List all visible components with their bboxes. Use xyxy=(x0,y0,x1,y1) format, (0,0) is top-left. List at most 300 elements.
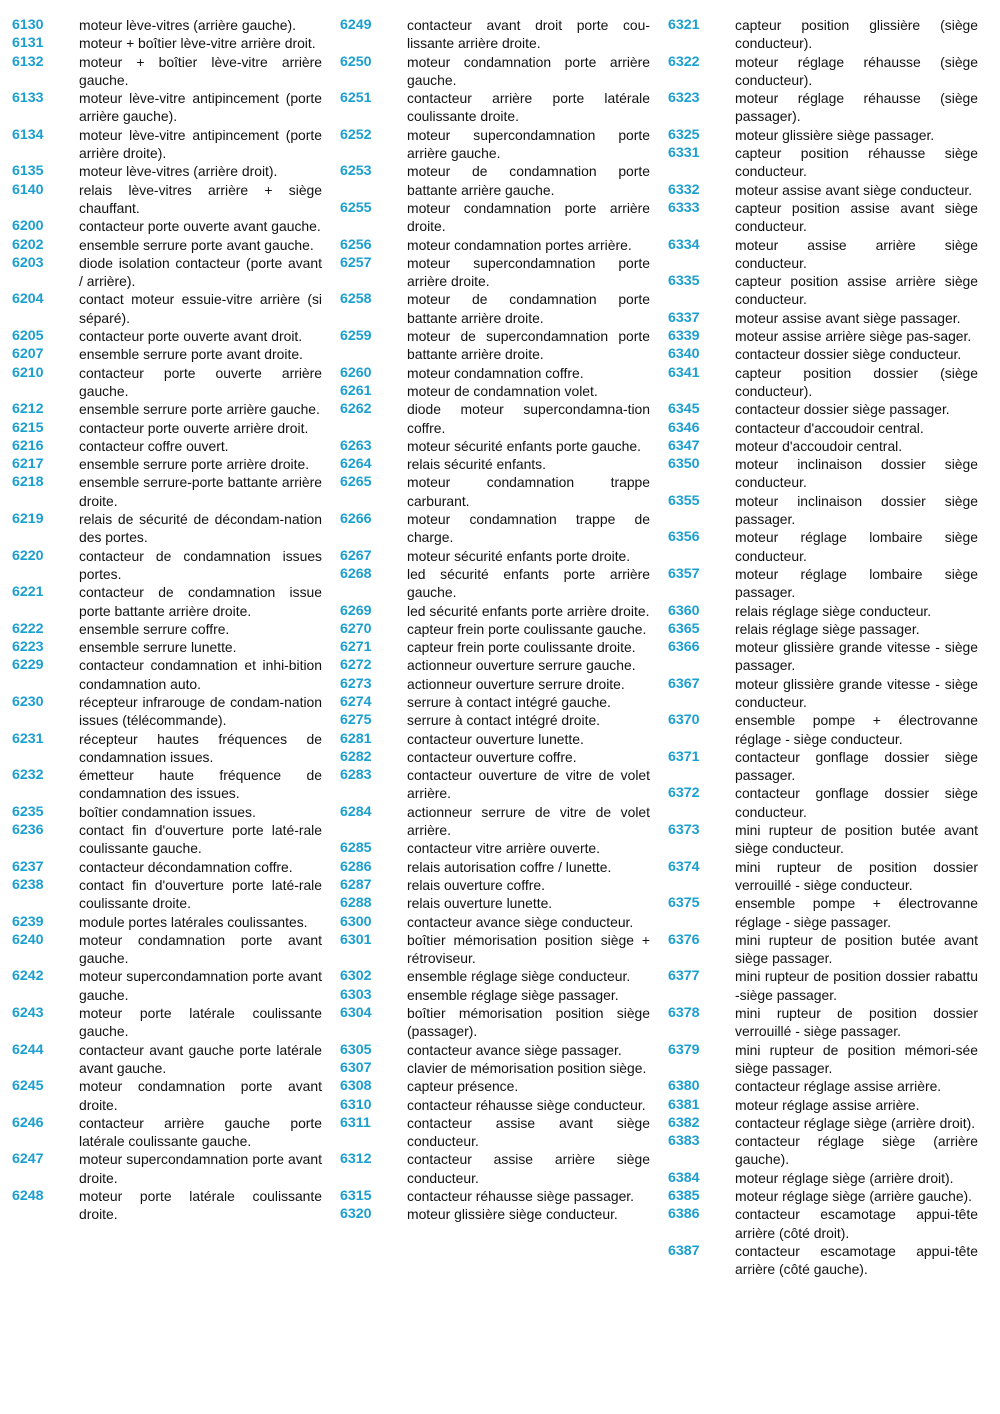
list-item xyxy=(668,620,978,638)
entry-description: contacteur réglage siège (arrière droit). xyxy=(735,1114,976,1131)
entry-description: contacteur escamotage appui-tête arrière (côté gauche). xyxy=(735,1242,978,1278)
entry-code: 6381 xyxy=(668,1096,700,1113)
entry-description: contacteur d'accoudoir central. xyxy=(735,419,924,436)
list-item xyxy=(340,53,650,90)
entry-description: ensemble serrure coffre. xyxy=(79,620,230,637)
list-item xyxy=(340,254,650,291)
list-item xyxy=(668,711,978,748)
entry-code: 6275 xyxy=(340,712,372,729)
entry-description: diode isolation contacteur (porte avant / arrière). xyxy=(79,254,322,290)
entry-code: 6267 xyxy=(340,547,372,564)
list-item xyxy=(668,236,978,273)
list-item xyxy=(340,711,650,729)
entry-code: 6325 xyxy=(668,126,700,143)
list-item xyxy=(668,784,978,821)
entry-description: moteur glissière grande vitesse - siège conducteur. xyxy=(735,675,978,710)
list-item xyxy=(340,602,650,620)
entry-code: 6207 xyxy=(12,346,44,363)
list-item xyxy=(668,1242,978,1279)
list-item xyxy=(12,620,322,638)
list-item xyxy=(668,931,978,968)
entry-description: moteur réglage réhausse (siège conducteur). xyxy=(735,53,978,88)
entry-description: moteur de supercondamnation porte battante arrière droite. xyxy=(407,328,650,363)
entry-description: moteur lève-vitres (arrière gauche). xyxy=(79,17,296,33)
entry-code: 6340 xyxy=(668,346,700,363)
entry-description: moteur condamnation porte arrière droite. xyxy=(407,199,650,235)
entry-description: moteur d'accoudoir central. xyxy=(735,437,903,454)
entry-description: actionneur ouverture serrure gauche. xyxy=(407,657,636,674)
list-item xyxy=(12,730,322,767)
entry-code: 6212 xyxy=(12,401,44,418)
entry-code: 6270 xyxy=(340,620,372,637)
list-item xyxy=(340,967,650,985)
entry-code: 6281 xyxy=(340,730,372,747)
entry-code: 6282 xyxy=(340,748,372,765)
entry-description: moteur réglage assise arrière. xyxy=(735,1096,920,1113)
list-item xyxy=(12,583,322,620)
entry-description: moteur porte latérale coulissante droite. xyxy=(79,1188,322,1223)
entry-code: 6218 xyxy=(12,474,44,491)
list-item xyxy=(340,931,650,968)
entry-code: 6380 xyxy=(668,1078,700,1095)
list-item xyxy=(668,1132,978,1169)
list-item xyxy=(12,89,322,126)
entry-description: ensemble serrure-porte battante arrière droite. xyxy=(79,474,322,509)
list-item xyxy=(668,455,978,492)
entry-description: relais de sécurité de décondam-nation des portes. xyxy=(79,511,322,546)
list-item xyxy=(12,858,322,876)
list-item xyxy=(668,1187,978,1205)
entry-description: moteur supercondamnation porte avant droite. xyxy=(79,1151,322,1186)
list-item xyxy=(668,675,978,712)
entry-code: 6370 xyxy=(668,712,700,729)
entry-description: moteur condamnation portes arrière. xyxy=(407,236,632,253)
entry-description: serrure à contact intégré droite. xyxy=(407,712,601,729)
entry-description: contacteur ouverture lunette. xyxy=(407,730,584,747)
entry-description: mini rupteur de position dossier verrouillé - siège passager. xyxy=(735,1005,978,1040)
list-item xyxy=(668,437,978,455)
entry-code: 6259 xyxy=(340,328,372,345)
entry-code: 6311 xyxy=(340,1114,371,1131)
entry-description: capteur position assise arrière siège conducteur. xyxy=(735,273,978,308)
entry-description: moteur condamnation coffre. xyxy=(407,364,584,381)
entry-code: 6300 xyxy=(340,913,372,930)
list-item xyxy=(12,254,322,291)
list-item xyxy=(340,1187,650,1205)
entry-description: moteur supercondamnation porte arrière droite. xyxy=(407,254,650,290)
list-item xyxy=(340,1059,650,1077)
entry-code: 6375 xyxy=(668,895,700,912)
entry-description: capteur position dossier (siège conducteur). xyxy=(735,364,978,399)
entry-description: relais sécurité enfants. xyxy=(407,456,546,473)
list-item xyxy=(668,272,978,309)
entry-description: moteur condamnation porte arrière gauche. xyxy=(407,53,650,88)
entry-code: 6265 xyxy=(340,474,372,491)
entry-description: moteur réglage siège (arrière droit). xyxy=(735,1169,954,1186)
entry-code: 6238 xyxy=(12,876,44,893)
entry-description: contacteur réhausse siège conducteur. xyxy=(407,1096,646,1113)
list-item xyxy=(340,620,650,638)
list-item xyxy=(12,821,322,858)
entry-description: boîtier condamnation issues. xyxy=(79,803,256,820)
list-item xyxy=(12,510,322,547)
list-item xyxy=(340,748,650,766)
entry-description: mini rupteur de position butée avant siège conducteur. xyxy=(735,822,978,857)
list-item xyxy=(668,419,978,437)
entry-description: moteur glissière grande vitesse - siège passager. xyxy=(735,639,978,674)
entry-code: 6312 xyxy=(340,1151,372,1168)
entry-code: 6335 xyxy=(668,273,700,290)
entry-code: 6284 xyxy=(340,803,372,820)
entry-code: 6308 xyxy=(340,1078,372,1095)
entry-description: mini rupteur de position dossier rabattu -siège passager. xyxy=(735,968,978,1003)
list-item xyxy=(340,455,650,473)
list-item xyxy=(12,53,322,90)
list-item xyxy=(668,1169,978,1187)
entry-description: ensemble serrure porte arrière gauche. xyxy=(79,401,320,418)
list-item xyxy=(340,1114,650,1151)
list-item xyxy=(340,89,650,126)
list-item xyxy=(668,400,978,418)
entry-code: 6131 xyxy=(12,35,44,52)
entry-code: 6249 xyxy=(340,17,372,33)
entry-code: 6223 xyxy=(12,639,44,656)
entry-code: 6251 xyxy=(340,90,372,107)
entry-code: 6350 xyxy=(668,456,700,473)
list-item xyxy=(340,400,650,437)
entry-code: 6385 xyxy=(668,1188,700,1204)
entry-code: 6245 xyxy=(12,1078,44,1095)
list-item xyxy=(12,803,322,821)
list-item xyxy=(12,1041,322,1078)
list-item xyxy=(12,236,322,254)
entry-description: moteur glissière siège conducteur. xyxy=(407,1206,618,1223)
list-item xyxy=(12,931,322,968)
entry-description: moteur assise arrière siège pas-sager. xyxy=(735,328,972,345)
entry-description: moteur réglage réhausse (siège passager). xyxy=(735,90,978,125)
list-item xyxy=(12,766,322,803)
entry-description: capteur frein porte coulissante gauche. xyxy=(407,620,647,637)
list-item xyxy=(340,1150,650,1187)
list-item xyxy=(340,126,650,163)
list-item xyxy=(12,16,322,34)
list-item xyxy=(340,16,650,53)
entry-description: capteur présence. xyxy=(407,1078,519,1095)
entry-code: 6252 xyxy=(340,126,372,143)
entry-code: 6371 xyxy=(668,748,700,765)
list-item xyxy=(12,693,322,730)
list-item xyxy=(340,913,650,931)
entry-description: contact moteur essuie-vitre arrière (si séparé). xyxy=(79,291,322,326)
list-item xyxy=(668,126,978,144)
entry-code: 6255 xyxy=(340,199,372,216)
entry-description: ensemble pompe + électrovanne réglage - siège passager. xyxy=(735,895,978,930)
entry-description: contact fin d'ouverture porte laté-rale coulissante gauche. xyxy=(79,822,322,857)
entry-code: 6222 xyxy=(12,620,44,637)
entry-description: relais lève-vitres arrière + siège chauffant. xyxy=(79,181,322,216)
entry-description: ensemble serrure porte avant gauche. xyxy=(79,236,314,253)
list-item xyxy=(668,364,978,401)
list-item xyxy=(668,89,978,126)
entry-code: 6360 xyxy=(668,602,700,619)
entry-code: 6303 xyxy=(340,986,372,1003)
entry-code: 6332 xyxy=(668,181,700,198)
entry-code: 6304 xyxy=(340,1005,372,1022)
list-item xyxy=(340,199,650,236)
entry-description: contacteur réglage siège (arrière gauche). xyxy=(735,1133,978,1168)
entry-code: 6135 xyxy=(12,163,44,180)
list-item xyxy=(340,473,650,510)
list-item xyxy=(12,34,322,52)
entry-code: 6367 xyxy=(668,675,700,692)
entry-description: relais autorisation coffre / lunette. xyxy=(407,858,612,875)
list-item xyxy=(12,419,322,437)
entry-description: moteur lève-vitre antipincement (porte arrière droite). xyxy=(79,126,322,162)
entry-code: 6269 xyxy=(340,602,372,619)
entry-description: moteur supercondamnation porte arrière gauche. xyxy=(407,126,650,162)
list-item xyxy=(668,144,978,181)
entry-description: relais ouverture coffre. xyxy=(407,876,545,893)
entry-description: relais réglage siège passager. xyxy=(735,620,920,637)
list-item xyxy=(668,1077,978,1095)
list-item xyxy=(12,876,322,913)
entry-description: contacteur ouverture de vitre de volet arrière. xyxy=(407,767,650,802)
entry-code: 6347 xyxy=(668,437,700,454)
entry-code: 6283 xyxy=(340,767,372,784)
entry-code: 6320 xyxy=(340,1206,372,1223)
entry-description: contacteur arrière gauche porte latérale coulissante gauche. xyxy=(79,1114,322,1150)
entry-code: 6356 xyxy=(668,529,700,546)
list-item xyxy=(340,730,650,748)
entry-description: moteur assise avant siège passager. xyxy=(735,309,961,326)
entry-code: 6140 xyxy=(12,181,44,198)
entry-description: contacteur dossier siège passager. xyxy=(735,401,950,418)
entry-code: 6345 xyxy=(668,401,700,418)
entry-description: moteur de condamnation porte battante arrière gauche. xyxy=(407,163,650,198)
entry-code: 6274 xyxy=(340,693,372,710)
entry-code: 6266 xyxy=(340,511,372,528)
entry-description: mini rupteur de position mémori-sée siège passager. xyxy=(735,1041,978,1076)
entry-code: 6220 xyxy=(12,547,44,564)
list-item xyxy=(668,345,978,363)
entry-code: 6323 xyxy=(668,90,700,107)
entry-code: 6219 xyxy=(12,511,44,528)
entry-description: contacteur escamotage appui-tête arrière (côté droit). xyxy=(735,1206,978,1241)
entry-code: 6376 xyxy=(668,931,700,948)
entry-code: 6301 xyxy=(340,931,372,948)
entry-code: 6261 xyxy=(340,382,372,399)
entry-description: contacteur réglage assise arrière. xyxy=(735,1078,942,1095)
list-item xyxy=(12,455,322,473)
entry-code: 6235 xyxy=(12,803,44,820)
entry-code: 6247 xyxy=(12,1151,44,1168)
entry-code: 6205 xyxy=(12,328,44,345)
entry-code: 6216 xyxy=(12,437,44,454)
entry-code: 6217 xyxy=(12,456,44,473)
entry-description: ensemble serrure porte avant droite. xyxy=(79,346,303,363)
entry-description: contacteur assise avant siège conducteur. xyxy=(407,1114,650,1150)
entry-description: contacteur condamnation et inhi-bition condamnation auto. xyxy=(79,657,322,692)
list-item xyxy=(12,290,322,327)
entry-code: 6302 xyxy=(340,968,372,985)
list-item xyxy=(12,967,322,1004)
entry-code: 6372 xyxy=(668,785,700,802)
list-item xyxy=(340,382,650,400)
entry-code: 6243 xyxy=(12,1005,44,1022)
list-item xyxy=(340,803,650,840)
entry-description: mini rupteur de position dossier verrouillé - siège conducteur. xyxy=(735,858,978,893)
entry-code: 6248 xyxy=(12,1188,44,1204)
list-item xyxy=(340,236,650,254)
entry-description: contacteur gonflage dossier siège passager. xyxy=(735,748,978,784)
entry-code: 6383 xyxy=(668,1133,700,1150)
entry-code: 6384 xyxy=(668,1169,700,1186)
entry-code: 6315 xyxy=(340,1188,372,1204)
entry-code: 6237 xyxy=(12,858,44,875)
entry-description: contacteur dossier siège conducteur. xyxy=(735,346,962,363)
list-item xyxy=(340,1077,650,1095)
entry-description: capteur position réhausse siège conducteur. xyxy=(735,145,978,180)
entry-code: 6386 xyxy=(668,1206,700,1223)
entry-description: moteur condamnation porte avant gauche. xyxy=(79,931,322,967)
entry-description: boîtier mémorisation position siège + rétroviseur. xyxy=(407,931,650,967)
list-item xyxy=(668,309,978,327)
list-item xyxy=(668,602,978,620)
list-item xyxy=(668,181,978,199)
list-item xyxy=(668,199,978,236)
list-item xyxy=(340,693,650,711)
list-item xyxy=(12,1114,322,1151)
column-2 xyxy=(340,16,650,1224)
entry-description: récepteur hautes fréquences de condamnation issues. xyxy=(79,730,322,765)
entry-code: 6286 xyxy=(340,858,372,875)
list-item xyxy=(340,1096,650,1114)
entry-code: 6365 xyxy=(668,620,700,637)
entry-code: 6346 xyxy=(668,419,700,436)
list-item xyxy=(340,565,650,602)
list-item xyxy=(12,547,322,584)
entry-code: 6285 xyxy=(340,840,372,857)
entry-description: actionneur serrure de vitre de volet arrière. xyxy=(407,803,650,839)
entry-description: moteur réglage siège (arrière gauche). xyxy=(735,1188,973,1204)
list-item xyxy=(340,656,650,674)
entry-description: contacteur porte ouverte avant droit. xyxy=(79,328,303,345)
entry-code: 6257 xyxy=(340,254,372,271)
entry-description: ensemble serrure porte arrière droite. xyxy=(79,456,310,473)
entry-description: contacteur ouverture coffre. xyxy=(407,748,577,765)
list-item xyxy=(668,1205,978,1242)
entry-code: 6377 xyxy=(668,968,700,985)
entry-description: relais ouverture lunette. xyxy=(407,895,553,912)
list-item xyxy=(668,1041,978,1078)
list-item xyxy=(668,53,978,90)
entry-code: 6339 xyxy=(668,328,700,345)
list-item xyxy=(340,547,650,565)
entry-description: led sécurité enfants porte arrière gauche. xyxy=(407,565,650,601)
entry-code: 6204 xyxy=(12,291,44,308)
entry-description: contacteur avance siège conducteur. xyxy=(407,913,634,930)
list-item xyxy=(12,217,322,235)
list-item xyxy=(340,290,650,327)
list-item xyxy=(12,327,322,345)
entry-code: 6264 xyxy=(340,456,372,473)
entry-code: 6366 xyxy=(668,639,700,656)
entry-description: serrure à contact intégré gauche. xyxy=(407,693,611,710)
entry-code: 6246 xyxy=(12,1114,44,1131)
list-item xyxy=(12,181,322,218)
list-item xyxy=(340,437,650,455)
list-item xyxy=(668,16,978,53)
entry-description: module portes latérales coulissantes. xyxy=(79,913,308,930)
entry-description: contacteur avant gauche porte latérale avant gauche. xyxy=(79,1041,322,1076)
entry-description: led sécurité enfants porte arrière droite. xyxy=(407,602,650,619)
entry-code: 6355 xyxy=(668,492,700,509)
list-item xyxy=(340,1205,650,1223)
entry-description: capteur frein porte coulissante droite. xyxy=(407,639,636,656)
entry-code: 6310 xyxy=(340,1096,372,1113)
entry-code: 6331 xyxy=(668,145,700,162)
list-item xyxy=(668,565,978,602)
entry-code: 6287 xyxy=(340,876,372,893)
entry-description: moteur + boîtier lève-vitre arrière droit. xyxy=(79,35,316,52)
list-item xyxy=(12,400,322,418)
list-item xyxy=(668,894,978,931)
list-item xyxy=(668,858,978,895)
list-item xyxy=(340,638,650,656)
entry-description: moteur porte latérale coulissante gauche. xyxy=(79,1005,322,1040)
column-1 xyxy=(12,16,322,1224)
entry-description: ensemble serrure lunette. xyxy=(79,639,237,656)
entry-code: 6263 xyxy=(340,437,372,454)
entry-description: capteur position assise avant siège conducteur. xyxy=(735,199,978,235)
entry-description: contacteur de condamnation issue porte battante arrière droite. xyxy=(79,584,322,619)
list-item xyxy=(668,638,978,675)
entry-description: contacteur décondamnation coffre. xyxy=(79,858,293,875)
list-item xyxy=(340,510,650,547)
entry-description: moteur supercondamnation porte avant gauche. xyxy=(79,968,322,1003)
entry-description: moteur réglage lombaire siège passager. xyxy=(735,565,978,601)
entry-code: 6132 xyxy=(12,53,44,70)
list-item xyxy=(340,986,650,1004)
list-item xyxy=(12,345,322,363)
list-item xyxy=(340,327,650,364)
list-item xyxy=(12,656,322,693)
list-item xyxy=(340,858,650,876)
entry-code: 6321 xyxy=(668,17,700,33)
entry-code: 6215 xyxy=(12,419,44,436)
entry-code: 6130 xyxy=(12,17,44,33)
entry-code: 6322 xyxy=(668,53,700,70)
entry-description: moteur glissière siège passager. xyxy=(735,126,935,143)
entry-code: 6379 xyxy=(668,1041,700,1058)
entry-code: 6240 xyxy=(12,931,44,948)
entry-description: moteur lève-vitre antipincement (porte arrière gauche). xyxy=(79,90,322,125)
entry-code: 6210 xyxy=(12,364,44,381)
list-item xyxy=(12,162,322,180)
entry-code: 6272 xyxy=(340,657,372,674)
entry-code: 6262 xyxy=(340,401,372,418)
entry-code: 6260 xyxy=(340,364,372,381)
entry-code: 6341 xyxy=(668,364,700,381)
list-item xyxy=(12,913,322,931)
list-item xyxy=(12,437,322,455)
entry-code: 6271 xyxy=(340,639,372,656)
entry-code: 6305 xyxy=(340,1041,372,1058)
list-item xyxy=(12,126,322,163)
list-item xyxy=(340,675,650,693)
entry-description: moteur condamnation porte avant droite. xyxy=(79,1078,322,1113)
list-item xyxy=(12,1187,322,1224)
